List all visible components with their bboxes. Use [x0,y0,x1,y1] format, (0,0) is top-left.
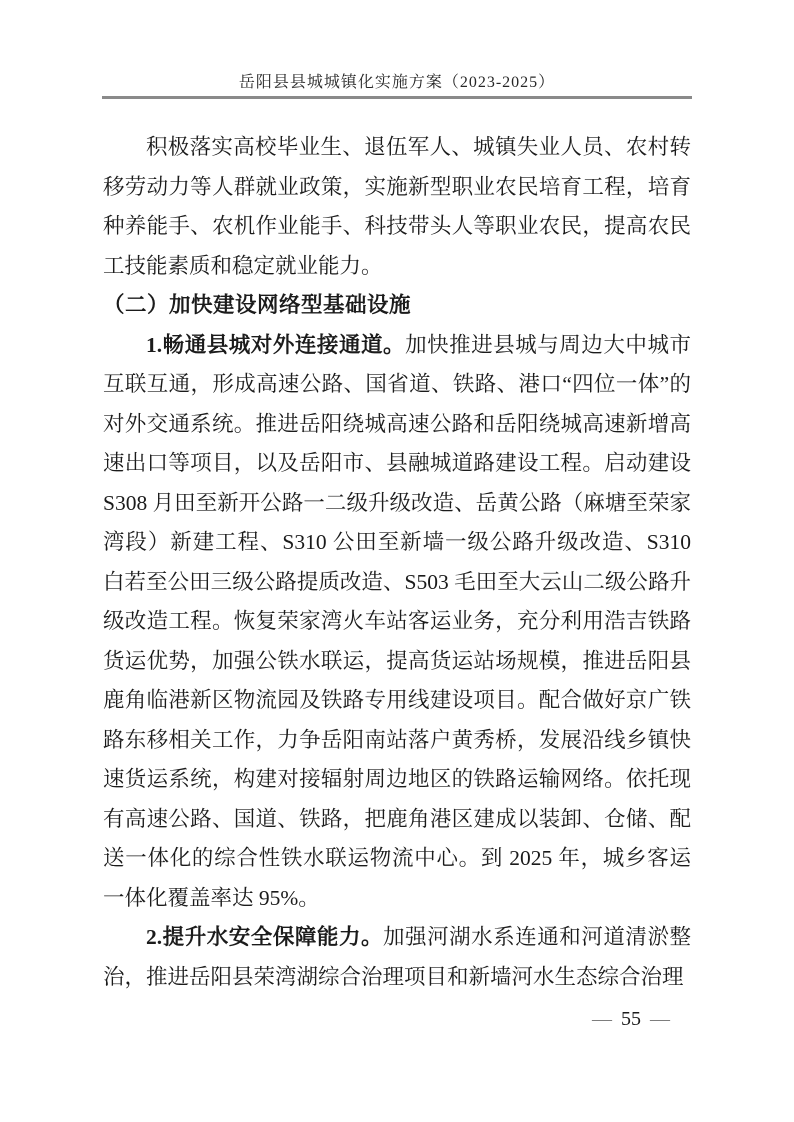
document-body [103,128,691,997]
section-heading-network-infrastructure: （二）加快建设网络型基础设施 [103,293,412,317]
item2-lead-bold: 2.提升水安全保障能力。 [146,925,384,949]
page-footer [592,1008,670,1031]
paragraph-employment-policy: 积极落实高校毕业生、退伍军人、城镇失业人员、农村转移劳动力等人群就业政策，实施新型职业农民培育工程，培育种养能手、农机作业能手、科技带头人等职业农民，提高农民工技能素质和稳定就业能力。 [103,135,691,278]
header-title: 岳阳县县城城镇化实施方案（2023-2025） [238,74,556,91]
paragraph-transport-channels [103,326,691,919]
item1-lead-bold: 1.畅通县城对外连接通道。 [146,332,406,357]
page-number: 55 [621,1008,641,1030]
footer-dash-right: — [650,1008,670,1030]
header-rule [102,96,692,99]
item1-body-text: 加快推进县城与周边大中城市互联互通，形成高速公路、国省道、铁路、港口“四位一体”的对外交通系统。推进岳阳绕城高速公路和岳阳绕城高速新增高速出口等项目，以及岳阳市、县融城道路建设工程。启动建设 S308 月田至新开公路一二级升级改造、岳黄公路（麻塘至荣家湾段）新建工程、S310 公田至新墙一级公路升级改造、S310 白若至公田三级公路提质改造、S503 毛田至大云山二级公路升级改造工程。恢复荣家湾火车站客运业务，充分利用浩吉铁路货运优势，加强公铁水联运，提高货运站场规模，推进岳阳县鹿角临港新区物流园及铁路专用线建设项目。配合做好京广铁路东移相关工作，力争岳阳南站落户黄秀桥，发展沿线乡镇快速货运系统，构建对接辐射周边地区的铁路运输网络。依托现有高速公路、国道、铁路，把鹿角港区建成以装卸、仓储、配送一体化的综合性铁水联运物流中心。到 2025 年，城乡客运一体化覆盖率达 95%。 [103,332,691,910]
paragraph-water-security [103,918,691,997]
item2-body-text: 加强河湖水系连通和河道清淤整治，推进岳阳县荣湾湖综合治理项目和新墙河水生态综合治理 [103,925,691,989]
footer-dash-left: — [592,1008,612,1030]
